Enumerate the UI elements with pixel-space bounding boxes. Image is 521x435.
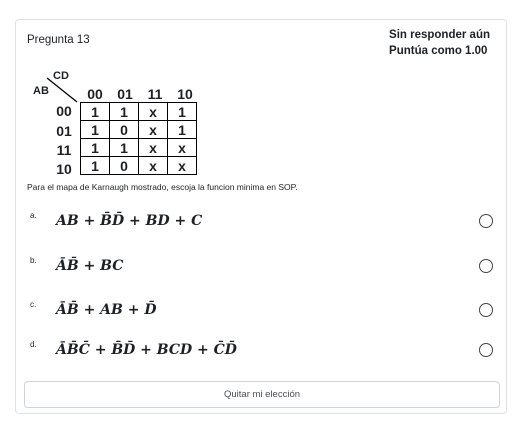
kmap-cell: x	[139, 139, 168, 157]
kmap-col-header: 01	[117, 86, 133, 102]
kmap-row	[81, 121, 197, 139]
option-letter: d.	[30, 340, 37, 349]
kmap-col-header: 00	[87, 86, 103, 102]
kmap-row-header: 00	[56, 103, 72, 119]
option-letter: a.	[30, 211, 37, 220]
kmap-cell: 1	[110, 103, 139, 121]
kmap-row	[81, 103, 197, 121]
option-radio[interactable]	[479, 303, 493, 317]
kmap-cell: 1	[168, 103, 197, 121]
option-expression: AB + B̄D̄ + BD + C	[56, 213, 203, 229]
option-letter: c.	[30, 300, 37, 309]
answer-option-b[interactable]	[16, 256, 506, 280]
kmap-grid	[80, 102, 197, 175]
kmap-cell: x	[139, 103, 168, 121]
kmap-cell: x	[139, 157, 168, 175]
option-expression: ĀB̄ + BC	[56, 258, 124, 274]
question-card	[15, 19, 507, 414]
question-info	[389, 27, 490, 59]
kmap-cell: 0	[110, 157, 139, 175]
answer-option-c[interactable]	[16, 300, 506, 324]
kmap-col-header: 10	[177, 86, 193, 102]
kmap-row-variable: AB	[33, 85, 49, 97]
kmap-row-header: 10	[56, 161, 72, 177]
kmap-row	[81, 139, 197, 157]
kmap-cell: x	[139, 121, 168, 139]
kmap-cell: 1	[81, 121, 110, 139]
karnaugh-map	[33, 68, 208, 198]
question-prompt: Para el mapa de Karnaugh mostrado, escoja la funcion minima en SOP.	[27, 182, 298, 192]
kmap-cell: x	[168, 139, 197, 157]
option-expression: ĀB̄C̄ + B̄D̄ + BCD + C̄D̄	[56, 342, 237, 358]
option-expression: ĀB̄ + AB + D̄	[56, 302, 157, 318]
kmap-cell: 1	[81, 103, 110, 121]
question-status: Sin responder aún	[389, 29, 490, 41]
kmap-cell: x	[168, 157, 197, 175]
kmap-cell: 0	[110, 121, 139, 139]
option-radio[interactable]	[479, 214, 493, 228]
kmap-col-variable: CD	[53, 70, 69, 82]
kmap-cell: 1	[81, 139, 110, 157]
option-radio[interactable]	[479, 343, 493, 357]
kmap-cell: 1	[168, 121, 197, 139]
answer-option-a[interactable]	[16, 211, 506, 235]
kmap-row-header: 01	[56, 123, 72, 139]
question-title: Pregunta 13	[27, 34, 90, 46]
option-letter: b.	[30, 256, 37, 265]
question-points: Puntúa como 1.00	[389, 45, 488, 57]
kmap-row	[81, 157, 197, 175]
clear-choice-button[interactable]: Quitar mi elección	[24, 381, 500, 408]
kmap-col-header: 11	[147, 86, 163, 102]
option-radio[interactable]	[479, 259, 493, 273]
kmap-cell: 1	[81, 157, 110, 175]
answer-option-d[interactable]	[16, 340, 506, 364]
kmap-cell: 1	[110, 139, 139, 157]
kmap-row-header: 11	[56, 142, 72, 158]
